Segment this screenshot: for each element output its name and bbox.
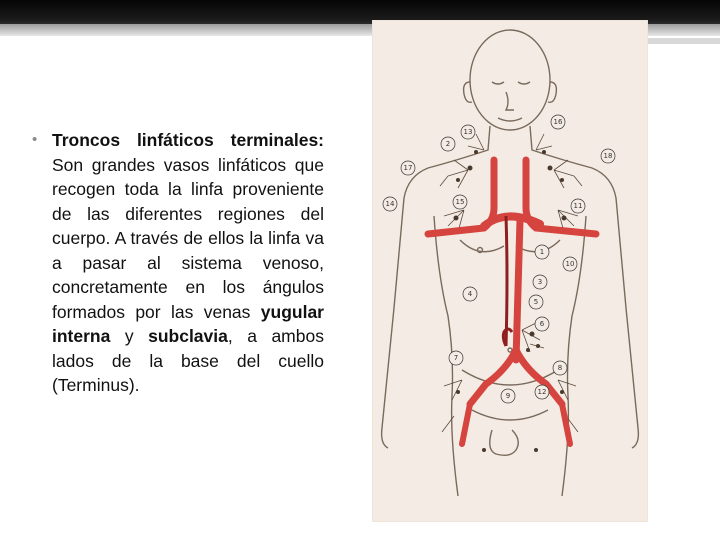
svg-text:17: 17 [403, 164, 413, 172]
label-18 [601, 149, 615, 163]
svg-text:5: 5 [533, 298, 539, 306]
label-4 [463, 287, 477, 301]
label-10 [563, 257, 577, 271]
label-14 [383, 197, 397, 211]
svg-text:7: 7 [453, 354, 459, 362]
label-5 [529, 295, 543, 309]
body-outline [382, 30, 639, 496]
paragraph-text-3: , a ambos lados de la base del cuello (Terminus). [52, 326, 324, 395]
label-17 [401, 161, 415, 175]
label-16 [551, 115, 565, 129]
number-labels [383, 115, 615, 403]
svg-text:4: 4 [467, 290, 473, 298]
lymphatic-system-illustration [372, 20, 648, 522]
svg-text:1: 1 [539, 248, 545, 256]
svg-text:18: 18 [603, 152, 613, 160]
svg-text:3: 3 [537, 278, 543, 286]
label-1 [535, 245, 549, 259]
label-15 [453, 195, 467, 209]
label-12 [535, 385, 549, 399]
svg-text:13: 13 [463, 128, 473, 136]
bullet-icon: • [32, 131, 38, 148]
bold-subclavia: subclavia [148, 326, 228, 346]
paragraph-text-1: Son grandes vasos linfáticos que recogen toda la linfa proveniente de las diferentes regiones del cuerpo. A través de ellos la linfa va a pasar al sistema venoso, concretamente en los ángulos formados por las venas [52, 154, 324, 322]
svg-text:15: 15 [455, 198, 465, 206]
svg-text:8: 8 [557, 364, 563, 372]
bullet-paragraph [32, 128, 324, 398]
label-8 [553, 361, 567, 375]
svg-text:6: 6 [539, 320, 545, 328]
label-7 [449, 351, 463, 365]
label-2 [441, 137, 455, 151]
label-6 [535, 317, 549, 331]
svg-text:16: 16 [553, 118, 563, 126]
svg-text:9: 9 [505, 392, 511, 400]
svg-text:12: 12 [537, 388, 547, 396]
svg-text:10: 10 [565, 260, 575, 268]
header-accent-line [648, 38, 720, 44]
svg-text:2: 2 [445, 140, 451, 148]
svg-text:11: 11 [573, 202, 583, 210]
thoracic-duct [506, 216, 507, 346]
paragraph-text-2: y [110, 326, 149, 346]
label-13 [461, 125, 475, 139]
svg-text:14: 14 [385, 200, 395, 208]
body-diagram [372, 20, 648, 522]
bold-yugular-interna: yugular interna [52, 301, 324, 346]
label-11 [571, 199, 585, 213]
label-9 [501, 389, 515, 403]
term-heading: Troncos linfáticos terminales: [52, 130, 324, 150]
label-3 [533, 275, 547, 289]
